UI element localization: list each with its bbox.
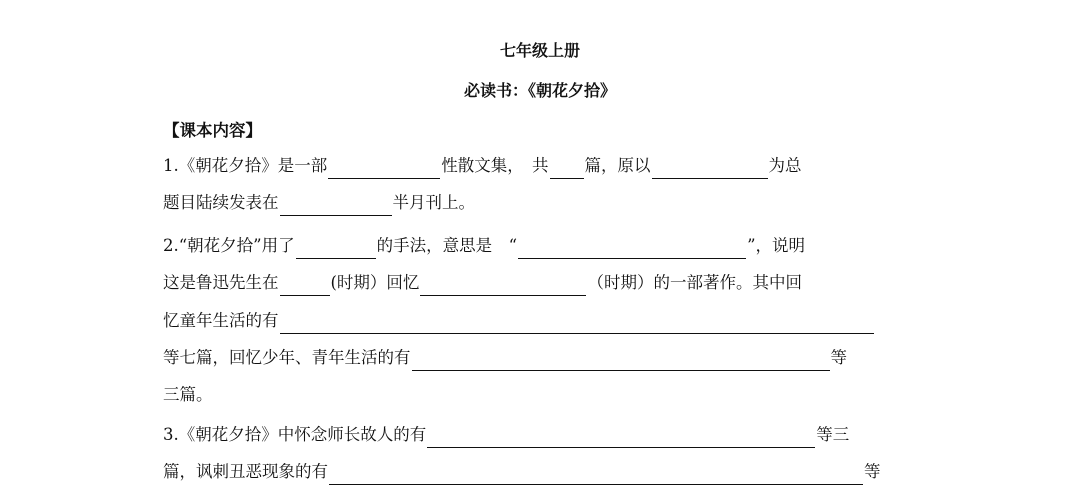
q1-text: 为总 (768, 156, 802, 175)
section-heading: 【课本内容】 (163, 121, 262, 140)
q2-text: ”，说明 (747, 236, 805, 255)
q3-text: 等三 (816, 425, 850, 444)
q2-text: 这是鲁迅先生在 (163, 273, 279, 292)
q3-line-2 (163, 459, 881, 485)
q1-blank-count[interactable] (550, 158, 584, 179)
q1-blank-genre[interactable] (328, 158, 440, 179)
q2-text: 忆童年生活的有 (163, 311, 279, 330)
q2-line-4 (163, 345, 847, 371)
q2-line-3 (163, 308, 875, 334)
q2-blank-meaning[interactable] (518, 238, 746, 259)
q1-text: 半月刊上。 (392, 193, 475, 212)
q2-line-5 (163, 382, 213, 408)
q1-blank-original-title[interactable] (652, 158, 768, 179)
q2-blank-period-recalled[interactable] (420, 275, 586, 296)
page-title: 七年级上册 (499, 41, 580, 60)
q2-blank-childhood-essays[interactable] (280, 313, 874, 334)
q2-text: 三篇。 (163, 385, 213, 404)
q2-text: (时期）回忆 (330, 273, 420, 292)
q1-line-2 (163, 190, 475, 216)
q2-text: 2.“朝花夕拾”用了 (163, 236, 295, 255)
q2-text: 等七篇，回忆少年、青年生活的有 (163, 348, 411, 367)
q2-text: 的手法，意思是 “ (376, 236, 518, 255)
q3-blank-mentors[interactable] (427, 427, 815, 448)
q3-text: 等 (864, 462, 881, 481)
q1-blank-magazine[interactable] (280, 195, 392, 216)
q2-line-2 (163, 270, 802, 296)
q2-blank-youth-essays[interactable] (412, 350, 830, 371)
q3-text: 3.《朝花夕拾》中怀念师长故人的有 (163, 425, 427, 444)
q1-text: 性散文集， 共 (441, 156, 549, 175)
q1-text: 题目陆续发表在 (163, 193, 279, 212)
q3-blank-satire[interactable] (329, 464, 863, 485)
q1-line-1 (163, 153, 802, 179)
q1-text: 篇，原以 (584, 156, 651, 175)
q2-line-1 (163, 233, 805, 259)
q3-line-1 (163, 422, 849, 448)
q1-text: 1.《朝花夕拾》是一部 (163, 156, 328, 175)
q2-text: 等 (830, 348, 847, 367)
page-subtitle: 必读书：《朝花夕拾》 (463, 81, 616, 100)
q2-text: （时期）的一部著作。其中回 (587, 273, 802, 292)
q2-blank-technique[interactable] (296, 238, 376, 259)
q2-blank-period-writing[interactable] (280, 275, 330, 296)
q3-text: 篇，讽刺丑恶现象的有 (163, 462, 328, 481)
